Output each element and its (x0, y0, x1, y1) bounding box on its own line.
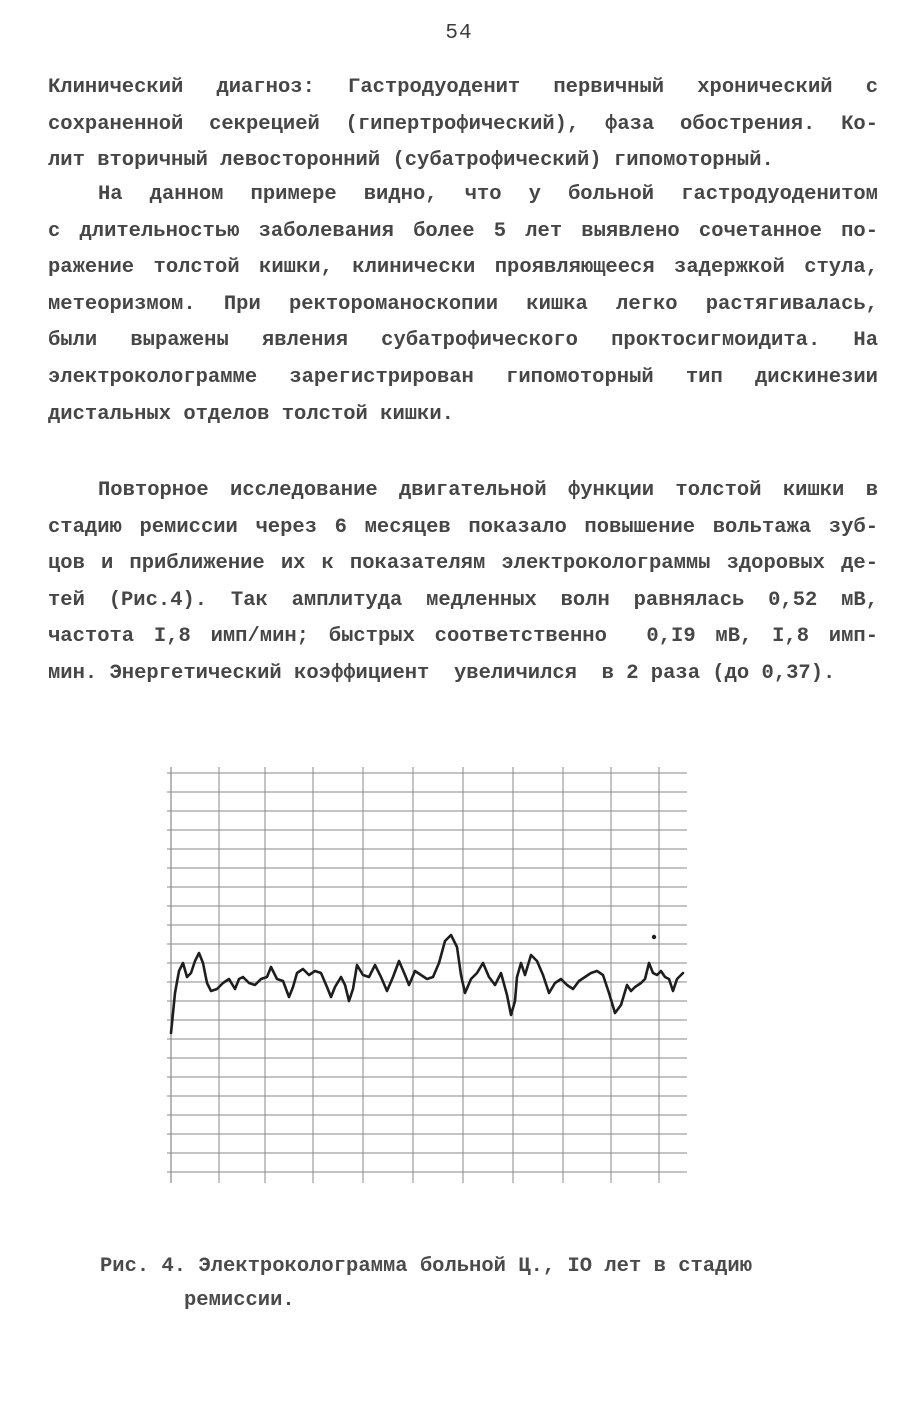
text-line: метеоризмом. При ректороманоскопии кишка легко растягивалась, (48, 292, 878, 316)
text-line: тей (Рис.4). Так амплитуда медленных волн равнялась 0,52 мВ, (48, 588, 878, 612)
text-line: Повторное исследование двигательной функции толстой кишки в (98, 479, 878, 502)
text-line: цов и приближение их к показателям электроколограммы здоровых де- (48, 552, 878, 576)
figure-caption (100, 1250, 820, 1318)
caption-line-2: ремиссии. (184, 1289, 295, 1312)
page-number: 54 (445, 22, 473, 45)
example-paragraph (48, 177, 878, 433)
repeat-study-paragraph (48, 473, 878, 693)
text-line: мин. Энергетический коэффициент увеличился в 2 раза (до 0,37). (48, 661, 836, 685)
text-line: стадию ремиссии через 6 месяцев показало повышение вольтажа зуб- (48, 515, 878, 539)
text-line: сохраненной секрецией (гипертрофический), фаза обострения. Ко- (48, 112, 878, 136)
text-line: лит вторичный левосторонний (субатрофический) гипомоторный. (48, 149, 774, 173)
graph-grid (167, 767, 687, 1183)
text-line: были выражены явления субатрофического проктосигмоидита. На (48, 329, 878, 353)
text-line: На данном примере видно, что у больной гастродуоденитом (98, 183, 878, 206)
electrocolongram-graph (165, 765, 689, 1185)
electrocolongram-figure (165, 765, 689, 1185)
diagnosis-paragraph (48, 70, 878, 180)
text-line: с длительностью заболевания более 5 лет выявлено сочетанное по- (48, 219, 878, 243)
electrocolongram-trace (171, 935, 683, 1033)
text-line: частота I,8 имп/мин; быстрых соответственно 0,I9 мВ, I,8 имп- (48, 625, 878, 649)
text-line: ражение толстой кишки, клинически проявляющееся задержкой стула, (48, 256, 878, 280)
text-line: электроколограмме зарегистрирован гипомоторный тип дискинезии (48, 365, 878, 389)
caption-line-1: Рис. 4. Электроколограмма больной Ц., IO лет в стадию (100, 1255, 753, 1278)
text-line: дистальных отделов толстой кишки. (48, 402, 454, 426)
text-line: Клинический диагноз: Гастродуоденит первичный хронический с (48, 76, 878, 99)
marker-dot (652, 935, 656, 939)
